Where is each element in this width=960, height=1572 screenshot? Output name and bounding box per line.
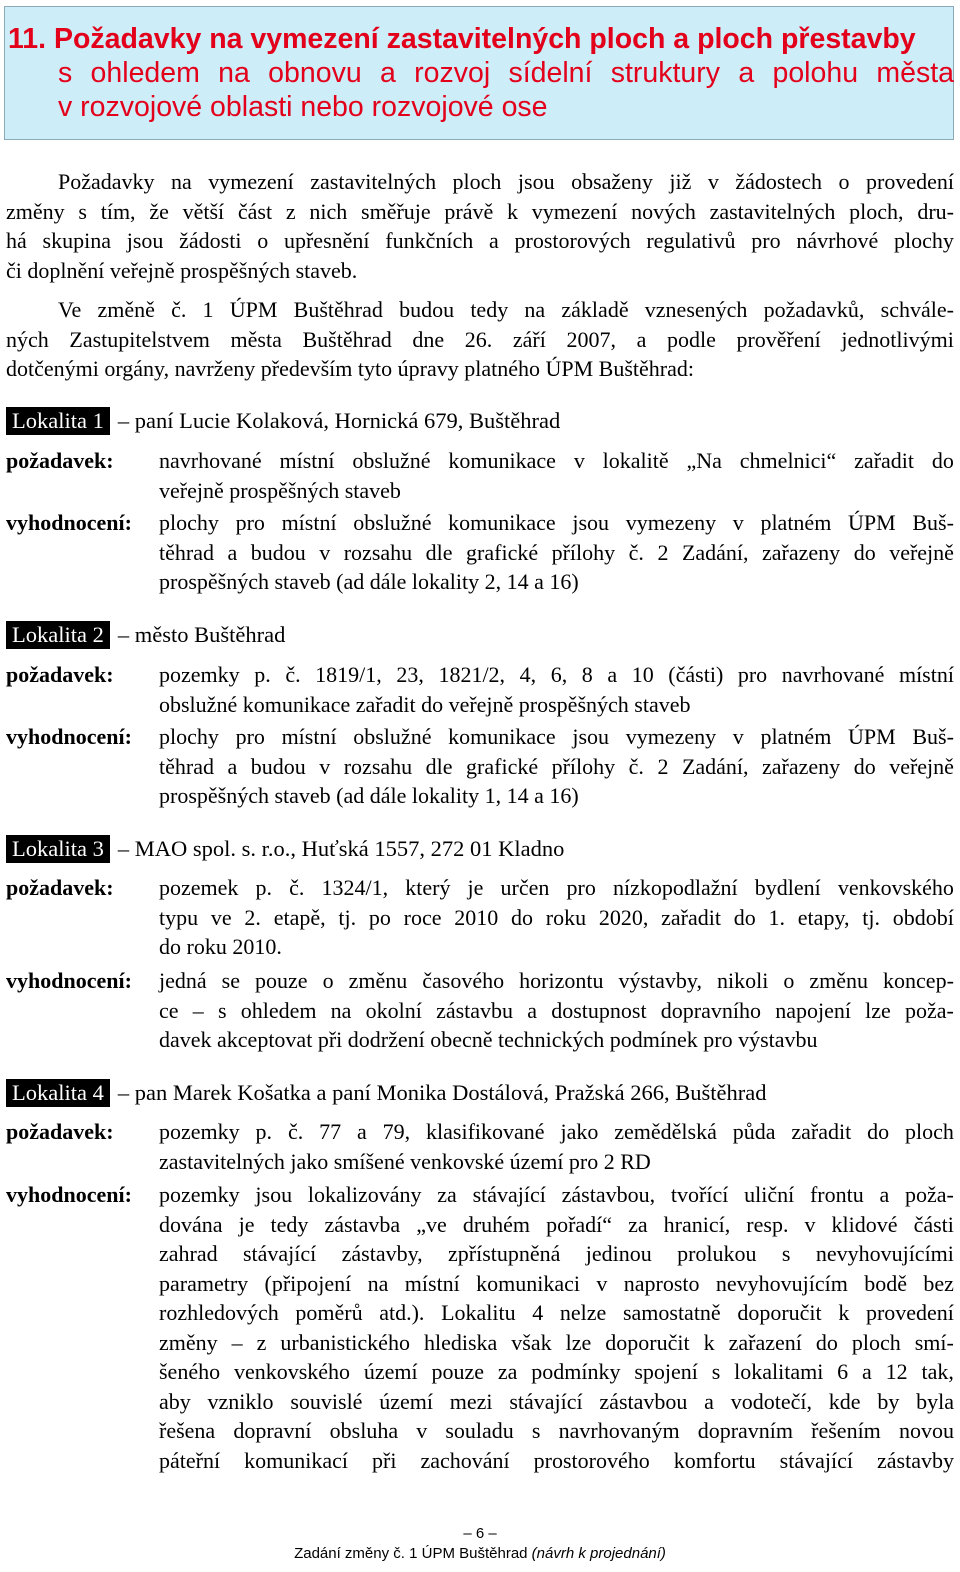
lokalita-title	[6, 1078, 766, 1108]
lokalita-badge: Lokalita 1	[6, 407, 110, 435]
lokalita-owner: – pan Marek Košatka a paní Monika Dostálová, Pražská 266, Buštěhrad	[117, 1080, 767, 1105]
text-line: dována je tedy zástavba „ve druhém pořadí“ za hranicí, resp. v klidové části	[159, 1211, 954, 1237]
footer-text-italic: (návrh k projednání)	[531, 1545, 666, 1562]
text-line: páteřní komunikací při zachování prostorového komfortu stávající zástavby	[159, 1447, 954, 1473]
text-line: ných Zastupitelstvem města Buštěhrad dne 26. září 2007, a podle prověření jednotlivými	[6, 326, 954, 352]
footer-text: Zadání změny č. 1 ÚPM Buštěhrad	[294, 1545, 528, 1562]
heading-word: města	[876, 57, 954, 89]
text-line: těhrad a budou v rozsahu dle grafické přílohy č. 2 Zadání, zařazeny do veřejně	[159, 539, 954, 565]
text-line: prospěšných staveb (ad dále lokality 2, 14 a 16)	[159, 569, 579, 594]
text-line: řešena dopravní obsluha v souladu s navrhovaným dopravním řešením novou	[159, 1418, 954, 1443]
intro-paragraph-1	[6, 167, 954, 285]
text-line: rozhledových poměrů atd.). Lokalitu 4 nelze samostatně doporučit k provedení	[159, 1300, 954, 1325]
heading-word: sídelní	[508, 57, 593, 89]
text-line: těhrad a budou v rozsahu dle grafické přílohy č. 2 Zadání, zařazeny do veřejně	[159, 753, 954, 779]
text-line: zahrad stávající zástavby, zpřístupněná jedinou prolukou s nevyhovujícími	[159, 1241, 954, 1266]
heading-line-2	[8, 56, 954, 90]
lokalita-request-text	[159, 873, 954, 962]
text-line: aby vzniklo souvislé území mezi stávající zástavbou a vodotečí, kde by byla	[159, 1388, 954, 1414]
lokalita-owner: – MAO spol. s. r.o., Huťská 1557, 272 01 Kladno	[117, 836, 565, 861]
text-line: typu ve 2. etapě, tj. po roce 2010 do roku 2020, zařadit do 1. etapy, tj. období	[159, 904, 954, 930]
text-line: pozemek p. č. 1324/1, který je určen pro nízkopodlažní bydlení venkovského	[159, 875, 954, 900]
text-line: změny – z urbanistického hlediska však lze doporučit k zařazení do ploch smí-	[159, 1329, 954, 1355]
lokalita-request-label: požadavek:	[6, 875, 114, 900]
text-line: či doplnění veřejně prospěšných staveb.	[6, 257, 358, 283]
page-number: – 6 –	[463, 1525, 497, 1542]
heading-word: obnovu	[268, 57, 362, 89]
text-line: do roku 2010.	[159, 934, 282, 959]
lokalita-title	[6, 834, 564, 864]
text-line: změny s tím, že větší část z nich směřuje právě k vymezení nových zastavitelných ploch, dru-	[6, 198, 954, 224]
lokalita-title	[6, 406, 560, 436]
text-line: plochy pro místní obslužné komunikace jsou vymezeny v platném ÚPM Buš-	[159, 510, 954, 535]
lokalita-request-text	[159, 660, 954, 719]
text-line: zastavitelných jako smíšené venkovské území pro 2 RD	[159, 1148, 651, 1174]
heading-word: na	[218, 57, 250, 89]
lokalita-owner: – město Buštěhrad	[117, 622, 286, 647]
heading-word: rozvoj	[414, 57, 491, 89]
lokalita-request-text	[159, 446, 954, 505]
lokalita-request-label: požadavek:	[6, 448, 114, 473]
lokalita-evaluation-text	[159, 508, 954, 597]
lokalita-evaluation-label: vyhodnocení:	[6, 1182, 132, 1207]
lokalita-badge: Lokalita 4	[6, 1079, 110, 1107]
heading-word: a	[379, 57, 396, 89]
lokalita-owner: – paní Lucie Kolaková, Hornická 679, Buštěhrad	[117, 408, 561, 433]
intro-paragraph-2	[6, 295, 954, 384]
lokalita-request-label: požadavek:	[6, 1119, 114, 1144]
heading-word: polohu	[772, 57, 859, 89]
lokalita-evaluation-label: vyhodnocení:	[6, 724, 132, 749]
text-line: pozemky p. č. 1819/1, 23, 1821/2, 4, 6, 8 a 10 (části) pro navrhované místní	[159, 662, 954, 687]
text-line: Ve změně č. 1 ÚPM Buštěhrad budou tedy na základě vznesených požadavků, schvále-	[58, 297, 954, 322]
lokalita-title	[6, 620, 285, 650]
heading-word: struktury	[610, 57, 721, 89]
page-footer	[0, 1545, 960, 1562]
text-line: pozemky p. č. 77 a 79, klasifikované jako zemědělská půda zařadit do ploch	[159, 1119, 954, 1144]
text-line: pozemky jsou lokalizovány za stávající zástavbou, tvořící uliční frontu a poža-	[159, 1182, 954, 1207]
heading-word: ohledem	[90, 57, 200, 89]
lokalita-evaluation-text	[159, 966, 954, 1055]
lokalita-evaluation-label: vyhodnocení:	[6, 510, 132, 535]
lokalita-request-text	[159, 1117, 954, 1176]
lokalita-evaluation-text	[159, 722, 954, 811]
text-line: jedná se pouze o změnu časového horizontu výstavby, nikoli o změnu koncep-	[159, 968, 954, 993]
text-line: navrhované místní obslužné komunikace v lokalitě „Na chmelnici“ zařadit do	[159, 448, 954, 473]
heading-line-3: v rozvojové oblasti nebo rozvojové ose	[58, 91, 548, 123]
text-line: davek akceptovat při dodržení obecně technických podmínek pro výstavbu	[159, 1027, 818, 1052]
text-line: prospěšných staveb (ad dále lokality 1, 14 a 16)	[159, 783, 579, 808]
text-line: šeného venkovského území pouze za podmínky spojení s lokalitami 6 a 12 tak,	[159, 1359, 954, 1384]
lokalita-evaluation-label: vyhodnocení:	[6, 968, 132, 993]
text-line: ce – s ohledem na okolní zástavbu a dostupnost dopravního napojení lze poža-	[159, 997, 954, 1023]
text-line: veřejně prospěšných staveb	[159, 477, 401, 503]
text-line: dotčenými orgány, navrženy především tyto úpravy platného ÚPM Buštěhrad:	[6, 356, 694, 381]
text-line: há skupina jsou žádosti o upřesnění funkčních a prostorových regulativů pro návrhové plochy	[6, 228, 954, 253]
heading-line-1: 11. Požadavky na vymezení zastavitelných ploch a ploch přestavby	[8, 23, 916, 55]
text-line: obslužné komunikace zařadit do veřejně prospěšných staveb	[159, 691, 691, 717]
heading-word: s	[58, 57, 73, 89]
lokalita-evaluation-text	[159, 1180, 954, 1475]
lokalita-request-label: požadavek:	[6, 662, 114, 687]
heading-word: a	[738, 57, 755, 89]
text-line: Požadavky na vymezení zastavitelných ploch jsou obsaženy již v žádostech o provedení	[58, 169, 954, 194]
text-line: plochy pro místní obslužné komunikace jsou vymezeny v platném ÚPM Buš-	[159, 724, 954, 749]
text-line: parametry (připojení na místní komunikaci v naprosto nevyhovujícím bodě bez	[159, 1270, 954, 1296]
lokalita-badge: Lokalita 3	[6, 835, 110, 863]
section-heading	[8, 22, 954, 124]
lokalita-badge: Lokalita 2	[6, 621, 110, 649]
